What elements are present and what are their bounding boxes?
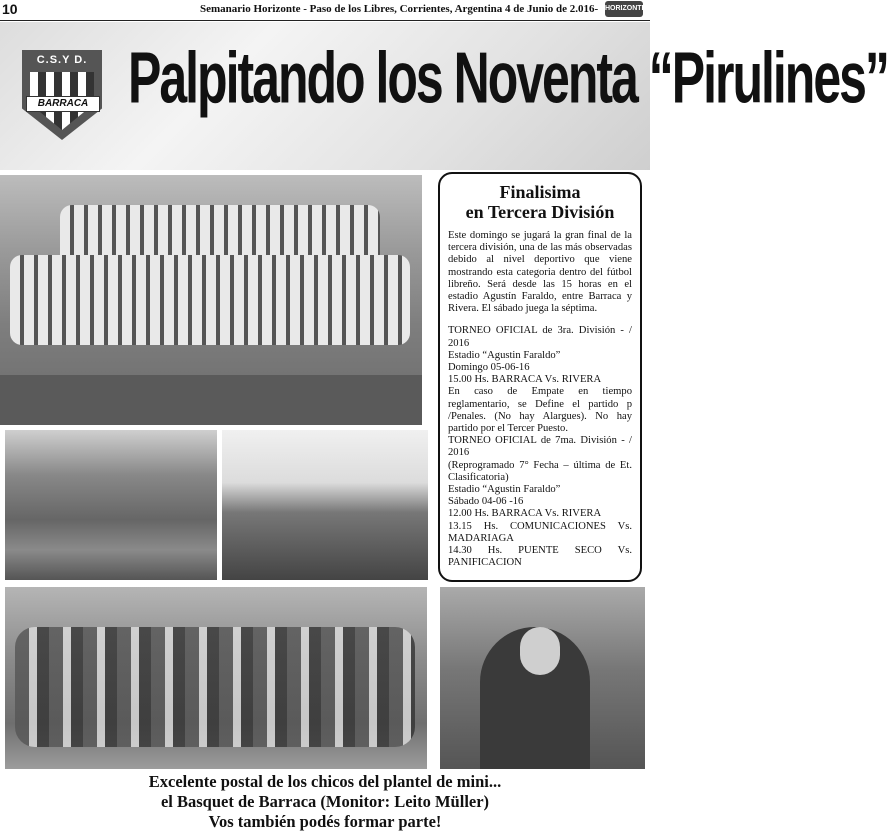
article-intro: Este domingo se jugará la gran final de la tercera división, una de las más observadas debido al nivel deportivo que viene mostrando esta categoria dentro del fútbol libreño. Será desde las 15 horas en el estadio Agustín Faraldo, entre Barraca y Rivera. El sábado juega la séptima.	[448, 230, 632, 315]
article-line: Domingo 05-06-16	[448, 362, 530, 374]
basketball-kids-photo	[5, 587, 427, 769]
article-line: Estadio “Agustin Faraldo”	[448, 349, 561, 361]
caption-line1: Excelente postal de los chicos del plantel de mini...	[148, 772, 502, 791]
page-number: 10	[2, 1, 18, 17]
stadium-stands-photo	[5, 430, 217, 580]
article-line: Estadio “Agustin Faraldo”	[448, 484, 561, 496]
caption-line2: el Basquet de Barraca (Monitor: Leito Müller)	[160, 792, 490, 811]
article-title-line2: en Tercera División	[465, 202, 615, 222]
article-box	[438, 172, 642, 582]
crest-initials: C.S.Y D.	[36, 54, 88, 66]
caption-line3: Vos también podés formar parte!	[208, 812, 442, 831]
article-line: 15.00 Hs. BARRACA Vs. RIVERA	[448, 374, 602, 386]
article-line: En caso de Empate en tiempo reglamentario, se Define el partido p /Penales. (No hay Alargues). No hay partido por el Tercer Puesto.	[448, 386, 632, 435]
article-line: 12.00 Hs. BARRACA Vs. RIVERA	[448, 508, 602, 520]
article-line: Sábado 04-06 -16	[448, 496, 524, 508]
article-line: TORNEO OFICIAL de 7ma. División - / 2016	[448, 435, 632, 459]
page-title: Palpitando los Noventa “Pirulines”	[128, 37, 888, 119]
crest-club-name: BARRACA	[26, 96, 100, 112]
stadium-stands-photo-2	[222, 430, 428, 580]
publication-line: Semanario Horizonte - Paso de los Libres, Corrientes, Argentina 4 de Junio de 2.016-	[200, 3, 599, 15]
article-title-line1: Finalisima	[499, 182, 581, 202]
interview-photo	[440, 587, 645, 769]
article-line: 13.15 Hs. COMUNICACIONES Vs. MADARIAGA	[448, 520, 632, 544]
article-line: 14.30 Hs. PUENTE SECO Vs. PANIFICACION	[448, 545, 632, 569]
team-photo	[0, 175, 422, 425]
article-title	[448, 182, 632, 222]
article-line: (Reprogramado 7° Fecha – última de Et. Clasificatoria)	[448, 459, 632, 483]
photo-caption	[0, 772, 650, 832]
article-line: TORNEO OFICIAL de 3ra. División - / 2016	[448, 325, 632, 349]
newspaper-logo: HORIZONTE	[605, 1, 643, 17]
